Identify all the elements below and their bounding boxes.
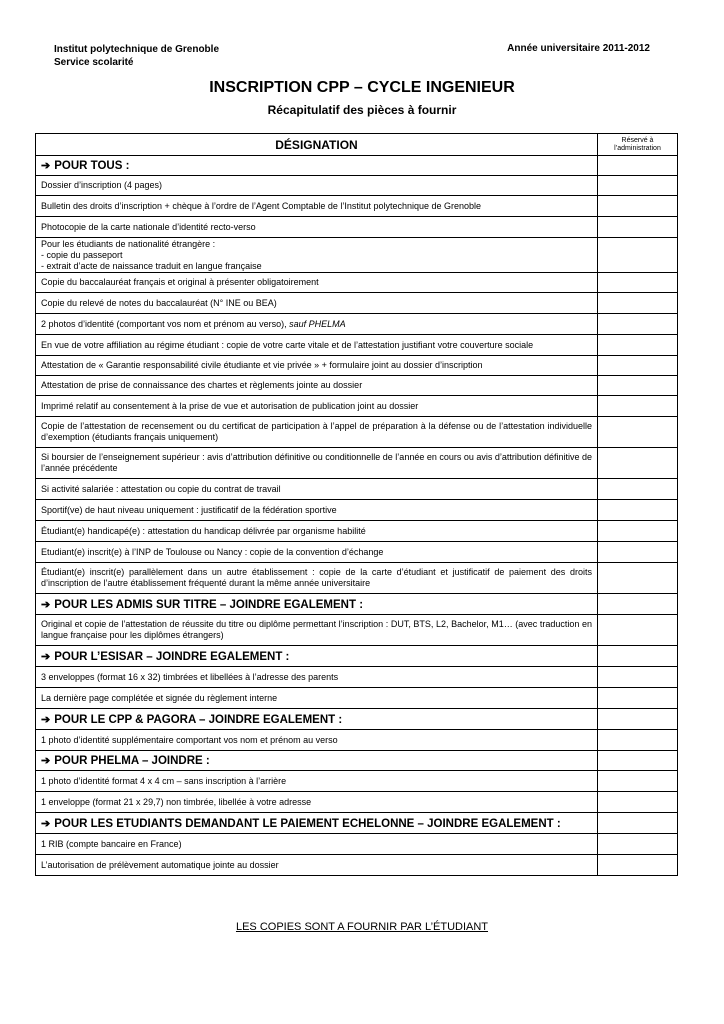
document-item: Etudiant(e) inscrit(e) à l’INP de Toulouse ou Nancy : copie de la convention d’échange [36, 542, 598, 563]
arrow-right-icon: ➔ [41, 160, 51, 172]
section-title [36, 709, 598, 730]
arrow-right-icon: ➔ [41, 755, 51, 767]
table-row [36, 217, 678, 238]
document-header-left [54, 43, 219, 69]
table-body [36, 156, 678, 876]
admin-cell [598, 646, 678, 667]
admin-cell [598, 417, 678, 448]
arrow-right-icon: ➔ [41, 713, 51, 726]
table-row [36, 542, 678, 563]
admin-cell [598, 176, 678, 196]
document-item: Dossier d’inscription (4 pages) [36, 176, 598, 196]
document-item: Attestation de prise de connaissance des chartes et règlements jointe au dossier [36, 376, 598, 396]
table-header-row [36, 134, 678, 156]
document-item: 1 enveloppe (format 21 x 29,7) non timbrée, libellée à votre adresse [36, 792, 598, 813]
admin-cell [598, 709, 678, 730]
admin-cell [598, 217, 678, 238]
admin-cell [598, 730, 678, 751]
table-row [36, 500, 678, 521]
section-row [36, 646, 678, 667]
table-row [36, 615, 678, 646]
admin-cell [598, 335, 678, 356]
section-label: POUR TOUS : [54, 160, 130, 172]
admin-cell [598, 542, 678, 563]
admin-cell [598, 751, 678, 771]
admin-cell [598, 238, 678, 273]
document-item: En vue de votre affiliation au régime étudiant : copie de votre carte vitale et de l’attestation justifiant votre couverture sociale [36, 335, 598, 356]
section-title [36, 594, 598, 615]
admin-cell [598, 688, 678, 709]
document-item: Photocopie de la carte nationale d’identité recto-verso [36, 217, 598, 238]
section-title [36, 751, 598, 771]
section-row [36, 709, 678, 730]
admin-cell [598, 771, 678, 792]
section-label: POUR PHELMA – JOINDRE : [54, 755, 210, 767]
table-row [36, 176, 678, 196]
admin-cell [598, 667, 678, 688]
table-row [36, 356, 678, 376]
section-title [36, 646, 598, 667]
table-row [36, 396, 678, 417]
table-row [36, 376, 678, 396]
table-row [36, 792, 678, 813]
section-row [36, 156, 678, 176]
admin-header: Réservé à l’administration [598, 134, 678, 156]
table-row [36, 521, 678, 542]
table-row [36, 448, 678, 479]
admin-cell [598, 834, 678, 855]
page-subtitle: Récapitulatif des pièces à fournir [267, 103, 457, 117]
institution-name: Institut polytechnique de Grenoble [54, 44, 220, 55]
admin-cell [598, 293, 678, 314]
document-item: Copie du baccalauréat français et original à présenter obligatoirement [36, 273, 598, 293]
table-row [36, 238, 678, 273]
document-item: Étudiant(e) handicapé(e) : attestation du handicap délivrée par organisme habilité [36, 521, 598, 542]
section-title [36, 156, 598, 176]
arrow-right-icon: ➔ [41, 817, 51, 830]
document-item: Imprimé relatif au consentement à la prise de vue et autorisation de publication joint au dossier [36, 396, 598, 417]
document-item: Si activité salariée : attestation ou copie du contrat de travail [36, 479, 598, 500]
table-row [36, 479, 678, 500]
table-row [36, 314, 678, 335]
table-row [36, 730, 678, 751]
section-label: POUR L’ESISAR – JOINDRE EGALEMENT : [54, 650, 290, 663]
document-item: Sportif(ve) de haut niveau uniquement : justificatif de la fédération sportive [36, 500, 598, 521]
table-row [36, 196, 678, 217]
section-title [36, 813, 598, 834]
table-row [36, 335, 678, 356]
admin-cell [598, 855, 678, 876]
document-item: La dernière page complétée et signée du règlement interne [36, 688, 598, 709]
document-item: Copie de l’attestation de recensement ou du certificat de participation à l’appel de préparation à la défense ou de l’attestation individuelle d’exemption (étudiants français uniquement) [36, 417, 598, 448]
arrow-right-icon: ➔ [41, 598, 51, 611]
document-item: Si boursier de l’enseignement supérieur : avis d’attribution définitive ou conditionnelle de l’année en cours ou avis d’attribution définitive de l’année précédente [36, 448, 598, 479]
admin-cell [598, 813, 678, 834]
admin-cell [598, 448, 678, 479]
table-row [36, 855, 678, 876]
table-row [36, 688, 678, 709]
document-item: Pour les étudiants de nationalité étrangère : - copie du passeport - extrait d’acte de naissance traduit en langue française [36, 238, 598, 273]
table-row [36, 834, 678, 855]
document-item: Attestation de « Garantie responsabilité civile étudiante et vie privée » + formulaire joint au dossier d’inscription [36, 356, 598, 376]
arrow-right-icon: ➔ [41, 650, 51, 663]
section-label: POUR LES ETUDIANTS DEMANDANT LE PAIEMENT ECHELONNE – JOINDRE EGALEMENT : [54, 817, 561, 830]
table-row [36, 273, 678, 293]
document-item: 1 photo d’identité supplémentaire comportant vos nom et prénom au verso [36, 730, 598, 751]
document-item: 3 enveloppes (format 16 x 32) timbrées et libellées à l’adresse des parents [36, 667, 598, 688]
admin-cell [598, 792, 678, 813]
admin-cell [598, 273, 678, 293]
admin-cell [598, 563, 678, 594]
service-name: Service scolarité [54, 57, 134, 68]
document-item: Étudiant(e) inscrit(e) parallèlement dans un autre établissement : copie de la carte d’étudiant et justificatif de paiement des droits d’inscription de l’autre établissement fréquenté durant la même année universitaire [36, 563, 598, 594]
document-item: 2 photos d’identité (comportant vos nom et prénom au verso), sauf PHELMA [36, 314, 598, 335]
admin-cell [598, 156, 678, 176]
documents-table [35, 133, 678, 876]
admin-cell [598, 521, 678, 542]
admin-cell [598, 196, 678, 217]
table-row [36, 563, 678, 594]
table-row [36, 293, 678, 314]
section-label: POUR LE CPP & PAGORA – JOINDRE EGALEMENT : [54, 713, 343, 726]
table-row [36, 771, 678, 792]
section-label: POUR LES ADMIS SUR TITRE – JOINDRE EGALEMENT : [54, 598, 364, 611]
document-item: Bulletin des droits d’inscription + chèque à l’ordre de l’Agent Comptable de l’Institut polytechnique de Grenoble [36, 196, 598, 217]
admin-cell [598, 594, 678, 615]
footer-note: LES COPIES SONT A FOURNIR PAR L’ÉTUDIANT [235, 921, 489, 933]
section-row [36, 751, 678, 771]
admin-cell [598, 500, 678, 521]
document-item: Copie du relevé de notes du baccalauréat (N° INE ou BEA) [36, 293, 598, 314]
document-item: 1 photo d’identité format 4 x 4 cm – sans inscription à l’arrière [36, 771, 598, 792]
admin-cell [598, 615, 678, 646]
admin-cell [598, 356, 678, 376]
page-title: INSCRIPTION CPP – CYCLE INGENIEUR [209, 79, 515, 96]
section-row [36, 813, 678, 834]
document-item: Original et copie de l’attestation de réussite du titre ou diplôme permettant l’inscription : DUT, BTS, L2, Bachelor, M1… (avec traduction en langue française pour les diplômes étrangers) [36, 615, 598, 646]
document-item: 1 RIB (compte bancaire en France) [36, 834, 598, 855]
admin-cell [598, 479, 678, 500]
table-row [36, 667, 678, 688]
admin-cell [598, 314, 678, 335]
document-item: L’autorisation de prélèvement automatique jointe au dossier [36, 855, 598, 876]
admin-cell [598, 376, 678, 396]
section-row [36, 594, 678, 615]
table-row [36, 417, 678, 448]
academic-year: Année universitaire 2011-2012 [507, 43, 650, 54]
admin-cell [598, 396, 678, 417]
designation-header: DÉSIGNATION [36, 134, 598, 156]
